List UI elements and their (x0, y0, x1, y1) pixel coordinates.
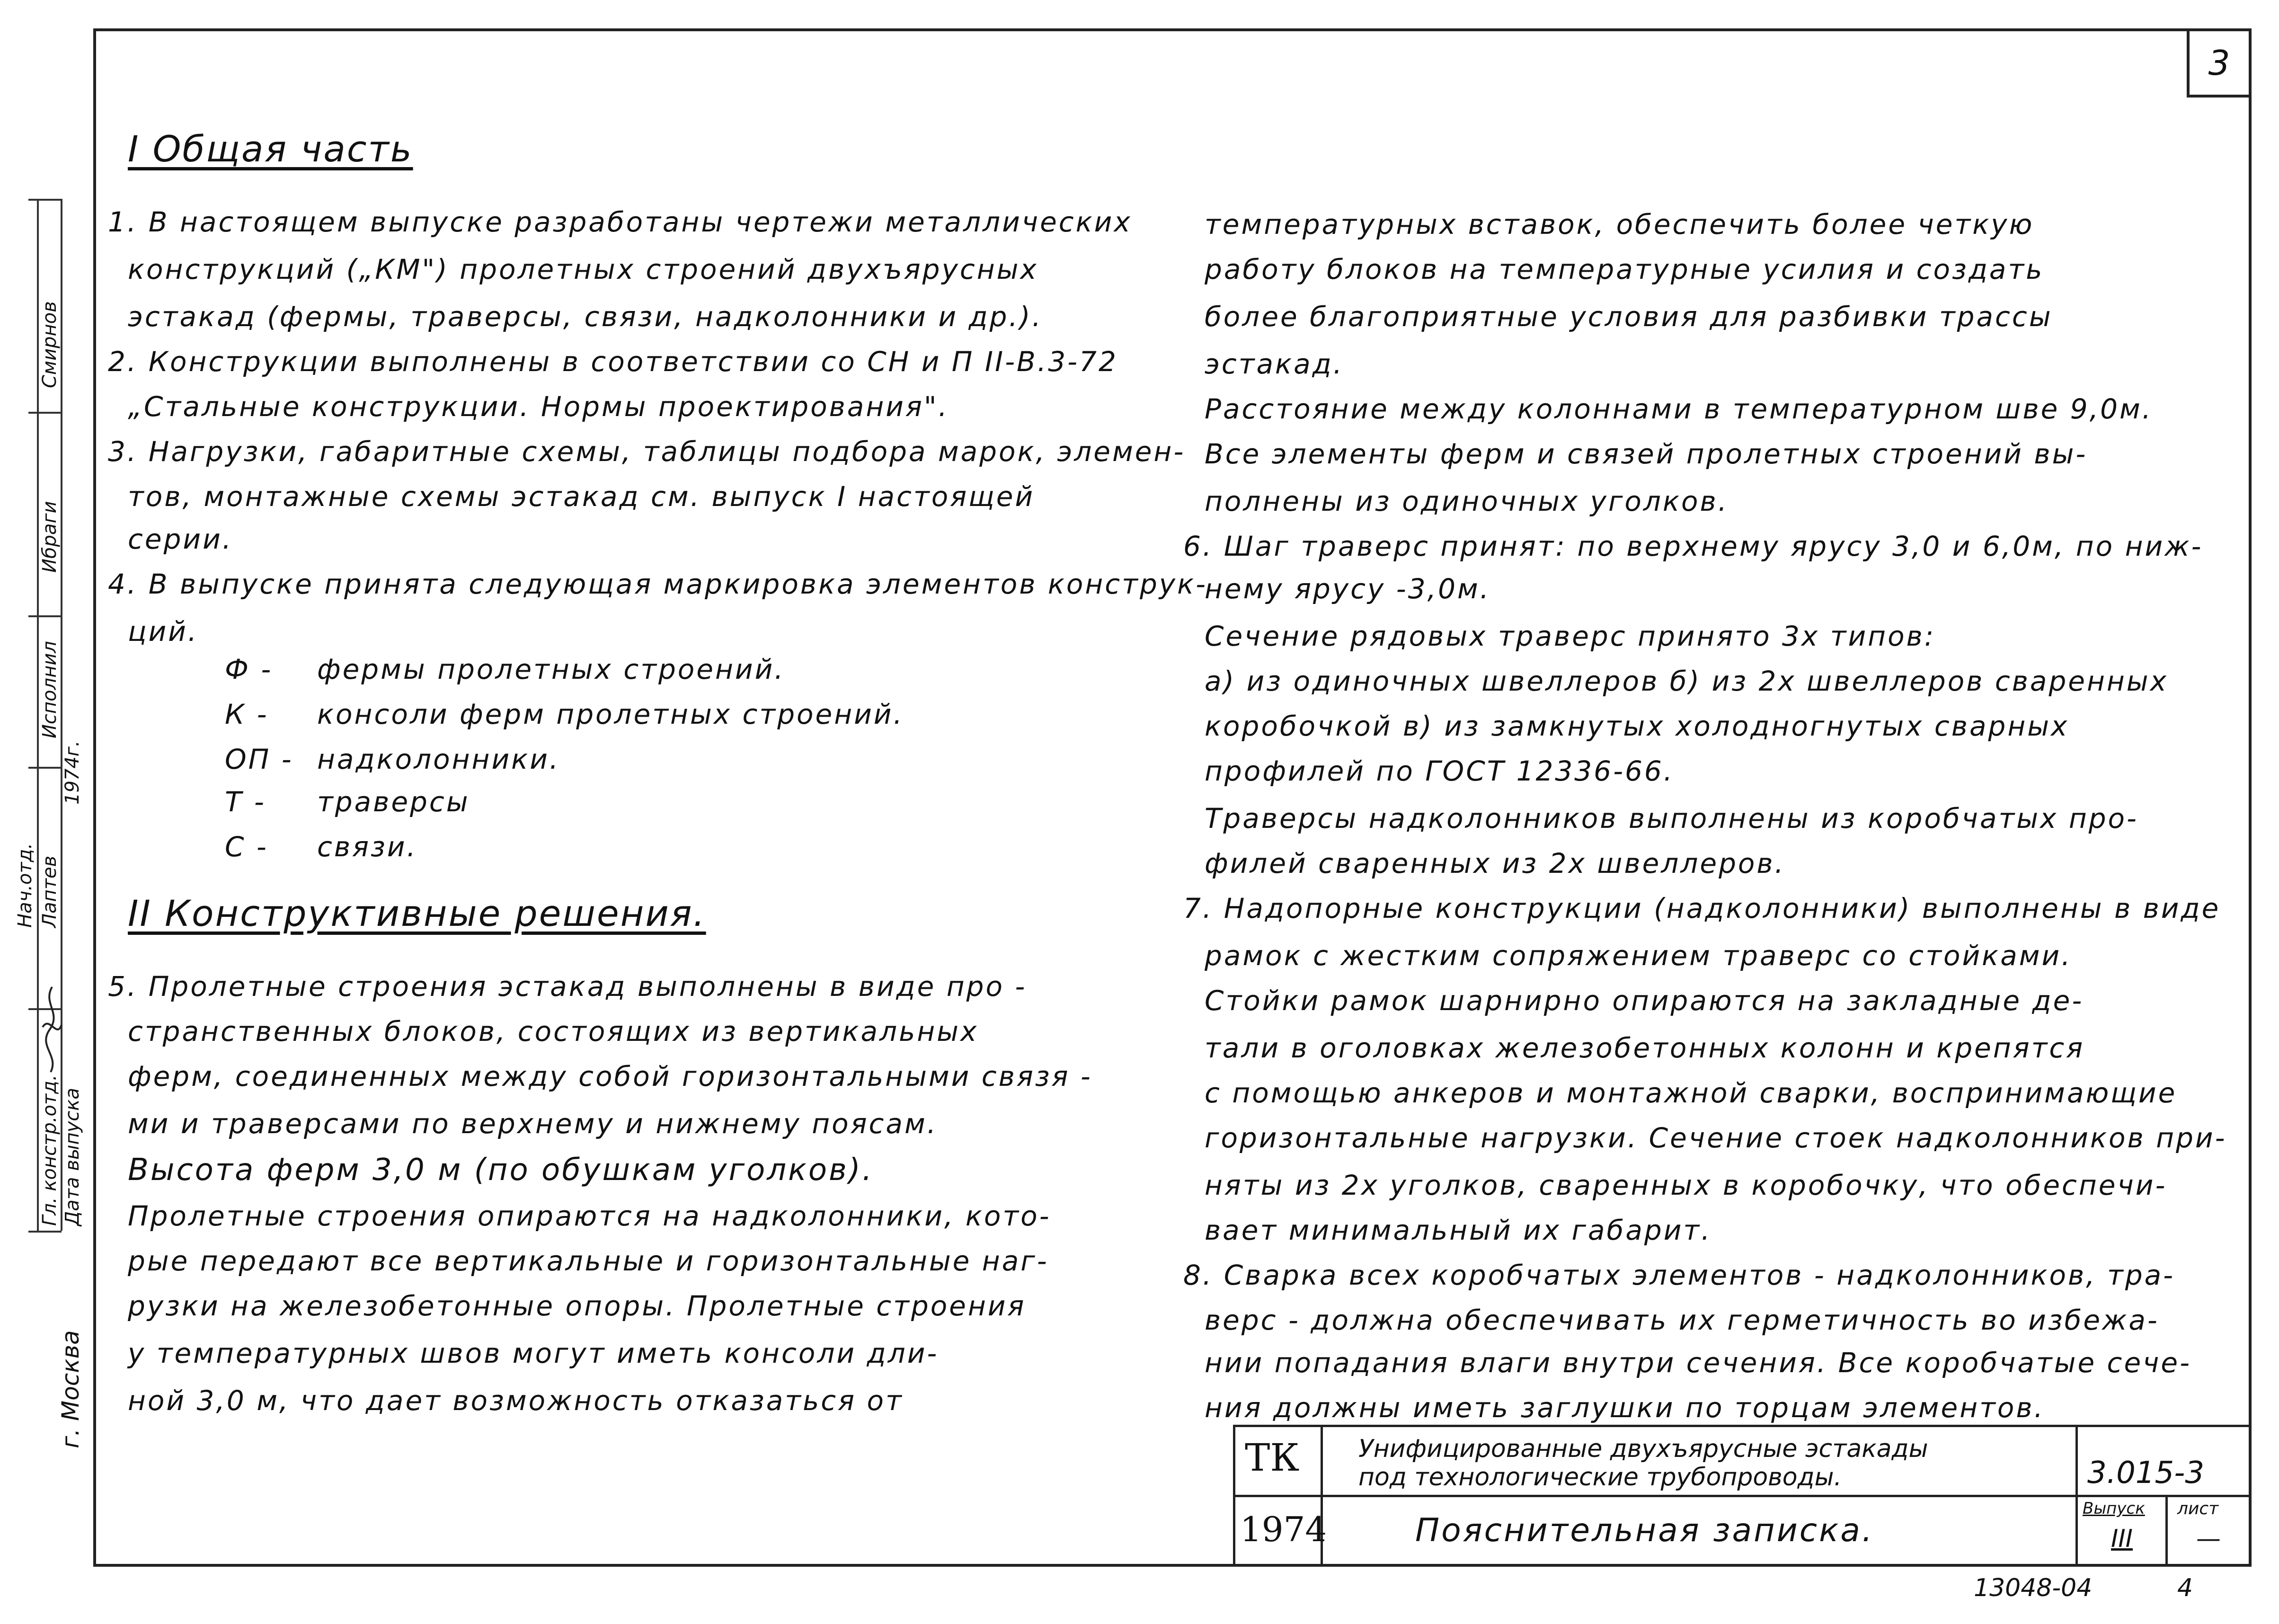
page-number: 4 (2177, 1574, 2193, 1602)
text-line: полнены из одиночных уголков. (1205, 485, 1729, 517)
text-line: 7. Надопорные конструкции (надколонники) выполнены в виде (1183, 892, 2221, 924)
document-code: 3.015-3 (2087, 1455, 2205, 1491)
text-line: странственных блоков, состоящих из вертикальных (128, 1015, 979, 1047)
mark-code: Ф - (225, 653, 273, 685)
mark-code: ОП - (225, 743, 293, 775)
text-line: 6. Шаг траверс принят: по верхнему ярусу 3,0 и 6,0м, по ниж- (1183, 530, 2203, 562)
text-line: рые передают все вертикальные и горизонтальные наг- (128, 1245, 1049, 1277)
text-line: 3. Нагрузки, габаритные схемы, таблицы подбора марок, элемен- (108, 435, 1186, 468)
text-line: ной 3,0 м, что дает возможность отказаться от (128, 1384, 904, 1417)
sidebar-label-chief: Гл. констр.отд. (39, 1074, 61, 1226)
sidebar-label-executor: Исполнил (39, 641, 61, 738)
text-line: с помощью анкеров и монтажной сварки, воспринимающие (1205, 1077, 2177, 1109)
text-line: 2. Конструкции выполнены в соответствии со СН и П II-В.3-72 (108, 346, 1118, 378)
text-line: 5. Пролетные строения эстакад выполнены в виде про - (108, 970, 1027, 1003)
text-line: Сечение рядовых траверс принято 3х типов: (1205, 620, 1936, 652)
sheet-number: 3 (2187, 31, 2249, 98)
text-line: у температурных швов могут иметь консоли дли- (128, 1337, 939, 1369)
document-title: Пояснительная записка. (1415, 1512, 1874, 1549)
text-line: Стойки рамок шарнирно опираются на закладные де- (1205, 985, 2084, 1017)
mark-code: К - (225, 698, 269, 730)
text-line: серии. (128, 523, 233, 555)
text-line: верс - должна обеспечивать их герметичность во избежа- (1205, 1304, 2159, 1336)
text-line: ферм, соединенных между собой горизонтальными связя - (128, 1060, 1092, 1092)
text-line: температурных вставок, обеспечить более четкую (1205, 208, 2034, 240)
frame-border-top (93, 28, 2252, 31)
sidebar-label-head: Нач.отд. (14, 843, 36, 928)
mark-text: фермы пролетных строений. (317, 653, 785, 685)
text-line: горизонтальные нагрузки. Сечение стоек надколонников при- (1205, 1122, 2227, 1154)
section-1-heading: I Общая часть (128, 128, 413, 170)
sidebar-label-date: Дата выпуска (62, 1088, 83, 1226)
text-line: Расстояние между колоннами в температурном шве 9,0м. (1205, 393, 2153, 425)
sidebar-label-year: 1974г. (62, 740, 83, 805)
text-line: эстакад (фермы, траверсы, связи, надколонники и др.). (128, 301, 1043, 333)
sheet-value: — (2196, 1525, 2221, 1553)
text-line: нему ярусу -3,0м. (1205, 573, 1491, 605)
text-line: более благоприятные условия для разбивки трассы (1205, 301, 2053, 333)
text-line: работу блоков на температурные усилия и создать (1205, 253, 2044, 285)
frame-border-left (93, 28, 96, 1567)
text-line: 4. В выпуске принята следующая маркировка элементов конструк- (108, 568, 1208, 600)
text-line: профилей по ГОСТ 12336-66. (1205, 755, 1675, 787)
year: 1974 (1240, 1509, 1327, 1549)
text-line: коробочкой в) из замкнутых холодногнутых сварных (1205, 710, 2069, 742)
text-line: рузки на железобетонные опоры. Пролетные строения (128, 1290, 1026, 1322)
text-line: Высота ферм 3,0 м (по обушкам уголков). (128, 1153, 874, 1188)
text-line: 1. В настоящем выпуске разработаны чертежи металлических (108, 206, 1132, 238)
text-line: Пролетные строения опираются на надколонники, кото- (128, 1200, 1051, 1232)
text-line: Траверсы надколонников выполнены из коробчатых про- (1205, 802, 2138, 834)
org-code: ТК (1245, 1436, 1300, 1480)
mark-text: надколонники. (317, 743, 560, 775)
text-line: филей сваренных из 2х швеллеров. (1205, 847, 1785, 879)
sidebar-label-signer: Ибраги (39, 501, 61, 573)
text-line: а) из одиночных швеллеров б) из 2х швеллеров сваренных (1205, 665, 2168, 697)
mark-code: С - (225, 831, 268, 863)
frame-border-right (2249, 28, 2252, 1567)
sidebar-label-name: Лаптев (39, 855, 61, 928)
issue-value: III (2111, 1525, 2133, 1553)
text-line: ми и траверсами по верхнему и нижнему поясам. (128, 1108, 938, 1140)
text-line: эстакад. (1205, 348, 1344, 380)
issue-label: Выпуск (2083, 1499, 2145, 1518)
text-line: тов, монтажные схемы эстакад см. выпуск I настоящей (128, 480, 1035, 513)
archive-number: 13048-04 (1974, 1574, 2093, 1602)
text-line: нии попадания влаги внутри сечения. Все коробчатые сече- (1205, 1347, 2192, 1379)
text-line: тали в оголовках железобетонных колонн и крепятся (1205, 1032, 2085, 1064)
text-line: ния должны иметь заглушки по торцам элементов. (1205, 1392, 2045, 1424)
sidebar-label-smirnov: Смирнов (39, 301, 61, 388)
text-line: ций. (128, 615, 199, 648)
signature-mark-2 (40, 1013, 64, 1041)
section-2-heading: II Конструктивные решения. (128, 892, 706, 934)
stamp-title-line-2: под технологические трубопроводы. (1358, 1463, 1842, 1491)
text-line: конструкций („КМ") пролетных строений двухъярусных (128, 253, 1038, 285)
sidebar-divider (61, 199, 62, 1231)
text-line: вает минимальный их габарит. (1205, 1214, 1712, 1246)
frame-border-bottom (93, 1564, 2252, 1567)
mark-code: Т - (225, 786, 266, 818)
text-line: Все элементы ферм и связей пролетных строений вы- (1205, 438, 2088, 470)
mark-text: траверсы (317, 786, 470, 818)
sheet-label: лист (2177, 1499, 2219, 1518)
mark-text: связи. (317, 831, 417, 863)
stamp-title-line-1: Унифицированные двухъярусные эстакады (1358, 1435, 1928, 1463)
mark-text: консоли ферм пролетных строений. (317, 698, 904, 730)
text-line: „Стальные конструкции. Нормы проектирования". (128, 390, 949, 423)
sidebar-city: г. Москва (57, 1330, 84, 1448)
text-line: рамок с жестким сопряжением траверс со стойками. (1205, 940, 2072, 972)
text-line: няты из 2х уголков, сваренных в коробочку, что обеспечи- (1205, 1169, 2167, 1201)
text-line: 8. Сварка всех коробчатых элементов - надколонников, тра- (1183, 1259, 2175, 1291)
